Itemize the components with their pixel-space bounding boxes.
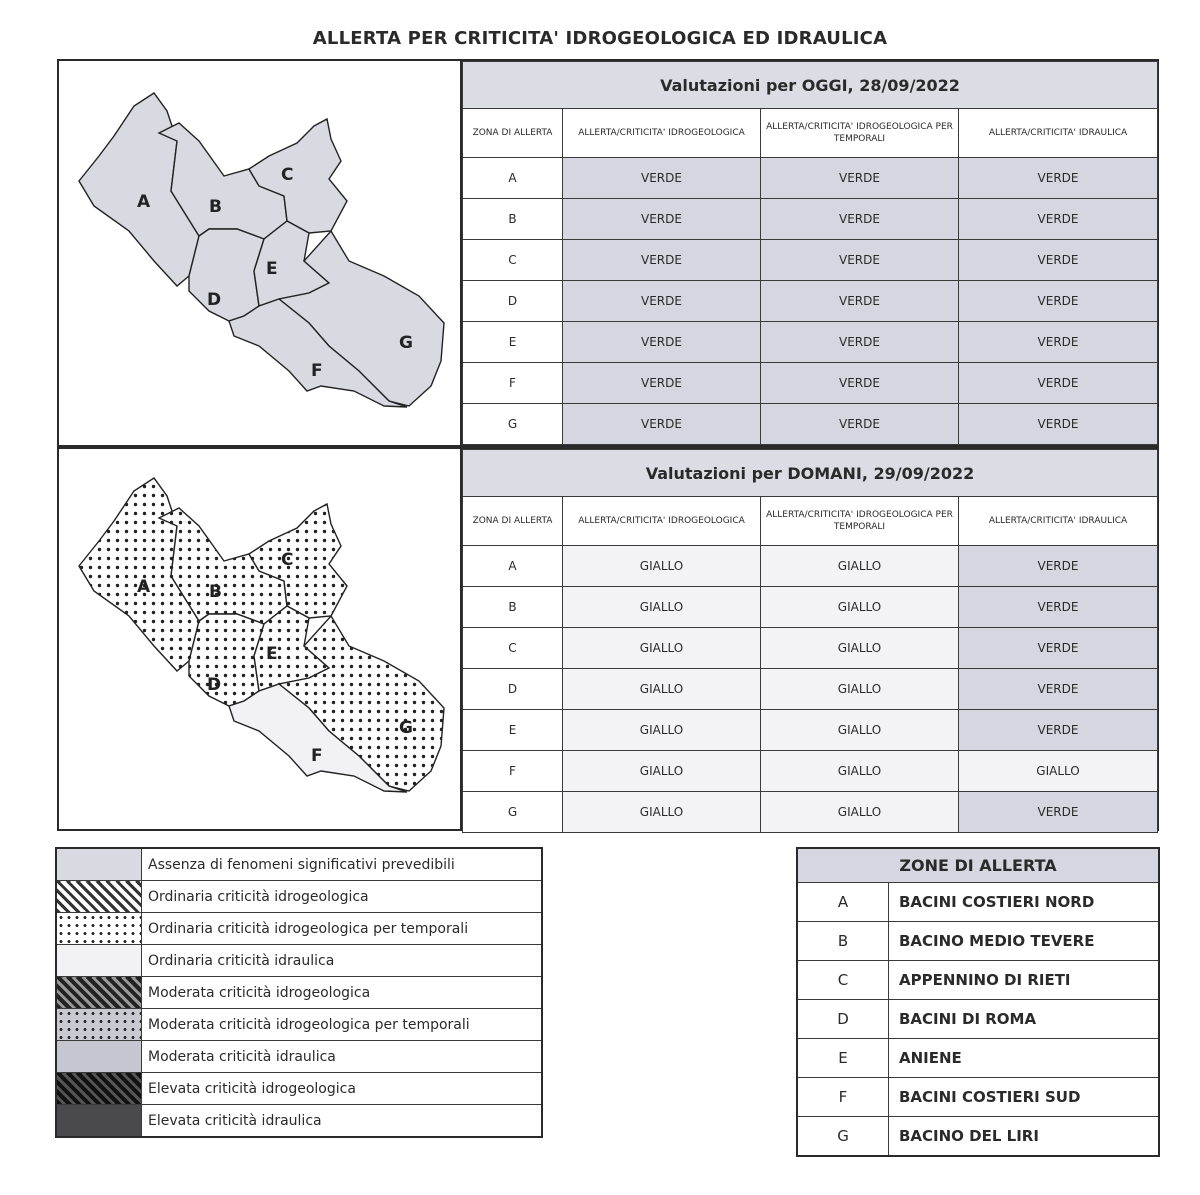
page-title: ALLERTA PER CRITICITA' IDROGEOLOGICA ED IDRAULICA: [312, 28, 888, 49]
status-cell: VERDE: [959, 281, 1158, 322]
table-row: [463, 404, 1158, 445]
zone-list-row: [797, 1000, 1159, 1039]
zone-list: [796, 847, 1160, 1157]
status-cell: VERDE: [563, 363, 761, 404]
zone-name: BACINI COSTIERI NORD: [889, 883, 1160, 922]
tomorrow-header-zone: ZONA DI ALLERTA: [463, 497, 563, 546]
legend-rows: [56, 848, 542, 1137]
tomorrow-header-idrogeologica: ALLERTA/CRITICITA' IDROGEOLOGICA: [563, 497, 761, 546]
status-cell: GIALLO: [761, 710, 959, 751]
legend-row: [56, 881, 542, 913]
today-caption: Valutazioni per OGGI, 28/09/2022: [463, 62, 1158, 109]
legend-label: Moderata criticità idrogeologica per temporali: [142, 1009, 543, 1041]
legend-label: Moderata criticità idrogeologica: [142, 977, 543, 1009]
zone-list-rows: [797, 883, 1159, 1157]
table-row: [463, 240, 1158, 281]
legend-swatch: [56, 1105, 142, 1138]
status-cell: VERDE: [959, 240, 1158, 281]
zone-list-row: [797, 922, 1159, 961]
status-cell: VERDE: [761, 281, 959, 322]
zone-key: C: [797, 961, 889, 1000]
legend-row: [56, 1073, 542, 1105]
legend-swatch: [56, 977, 142, 1009]
legend: [55, 847, 543, 1138]
legend-swatch: [56, 1009, 142, 1041]
map-label-f: F: [311, 746, 323, 766]
status-cell: GIALLO: [563, 546, 761, 587]
legend-swatch: [56, 848, 142, 881]
legend-label: Elevata criticità idrogeologica: [142, 1073, 543, 1105]
map-label-b: B: [209, 582, 222, 602]
zone-cell: E: [463, 322, 563, 363]
zone-cell: C: [463, 240, 563, 281]
zone-cell: C: [463, 628, 563, 669]
zone-cell: A: [463, 546, 563, 587]
map-label-f: F: [311, 361, 323, 381]
table-row: [463, 281, 1158, 322]
today-panel: [57, 59, 1159, 447]
status-cell: VERDE: [761, 158, 959, 199]
zone-cell: B: [463, 587, 563, 628]
legend-label: Ordinaria criticità idrogeologica: [142, 881, 543, 913]
tomorrow-header-temporali: ALLERTA/CRITICITA' IDROGEOLOGICA PER TEMPORALI: [761, 497, 959, 546]
zone-key: D: [797, 1000, 889, 1039]
zone-name: BACINI COSTIERI SUD: [889, 1078, 1160, 1117]
status-cell: VERDE: [563, 281, 761, 322]
legend-label: Moderata criticità idraulica: [142, 1041, 543, 1073]
status-cell: GIALLO: [761, 751, 959, 792]
legend-row: [56, 977, 542, 1009]
status-cell: GIALLO: [563, 751, 761, 792]
status-cell: VERDE: [959, 158, 1158, 199]
today-header-idrogeologica: ALLERTA/CRITICITA' IDROGEOLOGICA: [563, 109, 761, 158]
status-cell: VERDE: [959, 322, 1158, 363]
zone-name: BACINO MEDIO TEVERE: [889, 922, 1160, 961]
legend-label: Ordinaria criticità idrogeologica per temporali: [142, 913, 543, 945]
table-row: [463, 546, 1158, 587]
status-cell: GIALLO: [563, 628, 761, 669]
map-zone-d: [189, 229, 264, 321]
status-cell: GIALLO: [761, 792, 959, 833]
status-cell: GIALLO: [563, 587, 761, 628]
status-cell: VERDE: [959, 546, 1158, 587]
table-row: [463, 792, 1158, 833]
today-header-zone: ZONA DI ALLERTA: [463, 109, 563, 158]
table-row: [463, 322, 1158, 363]
zone-key: F: [797, 1078, 889, 1117]
status-cell: GIALLO: [761, 546, 959, 587]
zone-list-row: [797, 1039, 1159, 1078]
tomorrow-map: [59, 449, 462, 829]
zone-cell: E: [463, 710, 563, 751]
table-row: [463, 628, 1158, 669]
table-row: [463, 199, 1158, 240]
map-label-g: G: [399, 718, 413, 738]
status-cell: VERDE: [761, 363, 959, 404]
legend-swatch: [56, 945, 142, 977]
legend-label: Assenza di fenomeni significativi prevedibili: [142, 848, 543, 881]
tomorrow-rows: [463, 546, 1158, 833]
zone-cell: B: [463, 199, 563, 240]
today-map-svg: [59, 61, 459, 447]
status-cell: VERDE: [761, 240, 959, 281]
table-row: [463, 669, 1158, 710]
status-cell: GIALLO: [563, 710, 761, 751]
tomorrow-header-idraulica: ALLERTA/CRITICITA' IDRAULICA: [959, 497, 1158, 546]
map-zone-d: [189, 614, 264, 706]
map-label-d: D: [207, 675, 222, 695]
zone-cell: G: [463, 792, 563, 833]
status-cell: VERDE: [959, 587, 1158, 628]
map-label-d: D: [207, 290, 222, 310]
legend-label: Elevata criticità idraulica: [142, 1105, 543, 1138]
legend-row: [56, 913, 542, 945]
map-label-e: E: [266, 259, 278, 279]
today-map: [59, 61, 462, 445]
status-cell: VERDE: [761, 199, 959, 240]
table-row: [463, 587, 1158, 628]
status-cell: VERDE: [563, 240, 761, 281]
zone-name: ANIENE: [889, 1039, 1160, 1078]
status-cell: VERDE: [959, 669, 1158, 710]
map-label-b: B: [209, 197, 222, 217]
zone-cell: A: [463, 158, 563, 199]
zone-cell: G: [463, 404, 563, 445]
legend-swatch: [56, 881, 142, 913]
table-row: [463, 158, 1158, 199]
status-cell: GIALLO: [761, 669, 959, 710]
legend-swatch: [56, 913, 142, 945]
status-cell: VERDE: [959, 792, 1158, 833]
map-label-a: A: [137, 192, 151, 212]
status-cell: VERDE: [761, 322, 959, 363]
zone-key: G: [797, 1117, 889, 1157]
zone-cell: F: [463, 751, 563, 792]
zone-list-row: [797, 1078, 1159, 1117]
map-label-c: C: [281, 165, 294, 185]
zone-cell: D: [463, 669, 563, 710]
zone-key: B: [797, 922, 889, 961]
status-cell: VERDE: [563, 199, 761, 240]
today-table: [462, 61, 1158, 445]
legend-swatch: [56, 1073, 142, 1105]
legend-row: [56, 945, 542, 977]
zone-cell: D: [463, 281, 563, 322]
status-cell: VERDE: [761, 404, 959, 445]
tomorrow-map-svg: [59, 449, 459, 831]
status-cell: GIALLO: [761, 628, 959, 669]
zone-name: APPENNINO DI RIETI: [889, 961, 1160, 1000]
status-cell: VERDE: [563, 322, 761, 363]
zone-name: BACINO DEL LIRI: [889, 1117, 1160, 1157]
table-row: [463, 363, 1158, 404]
status-cell: VERDE: [959, 363, 1158, 404]
status-cell: VERDE: [959, 199, 1158, 240]
status-cell: GIALLO: [563, 669, 761, 710]
zone-key: A: [797, 883, 889, 922]
status-cell: GIALLO: [563, 792, 761, 833]
today-header-idraulica: ALLERTA/CRITICITA' IDRAULICA: [959, 109, 1158, 158]
table-row: [463, 710, 1158, 751]
map-label-a: A: [137, 577, 151, 597]
legend-row: [56, 1041, 542, 1073]
legend-row: [56, 1009, 542, 1041]
status-cell: VERDE: [959, 710, 1158, 751]
zone-name: BACINI DI ROMA: [889, 1000, 1160, 1039]
status-cell: VERDE: [959, 404, 1158, 445]
map-label-g: G: [399, 333, 413, 353]
zone-cell: F: [463, 363, 563, 404]
zone-list-row: [797, 961, 1159, 1000]
today-rows: [463, 158, 1158, 445]
legend-swatch: [56, 1041, 142, 1073]
status-cell: VERDE: [959, 628, 1158, 669]
tomorrow-table: [462, 449, 1158, 833]
status-cell: GIALLO: [959, 751, 1158, 792]
map-label-e: E: [266, 644, 278, 664]
status-cell: VERDE: [563, 158, 761, 199]
map-label-c: C: [281, 550, 294, 570]
legend-row: [56, 1105, 542, 1138]
zone-key: E: [797, 1039, 889, 1078]
zone-list-row: [797, 1117, 1159, 1157]
zone-list-row: [797, 883, 1159, 922]
zone-list-title: ZONE DI ALLERTA: [797, 848, 1159, 883]
tomorrow-panel: [57, 447, 1159, 831]
status-cell: GIALLO: [761, 587, 959, 628]
legend-row: [56, 848, 542, 881]
status-cell: VERDE: [563, 404, 761, 445]
table-row: [463, 751, 1158, 792]
tomorrow-caption: Valutazioni per DOMANI, 29/09/2022: [463, 450, 1158, 497]
legend-label: Ordinaria criticità idraulica: [142, 945, 543, 977]
today-header-temporali: ALLERTA/CRITICITA' IDROGEOLOGICA PER TEMPORALI: [761, 109, 959, 158]
